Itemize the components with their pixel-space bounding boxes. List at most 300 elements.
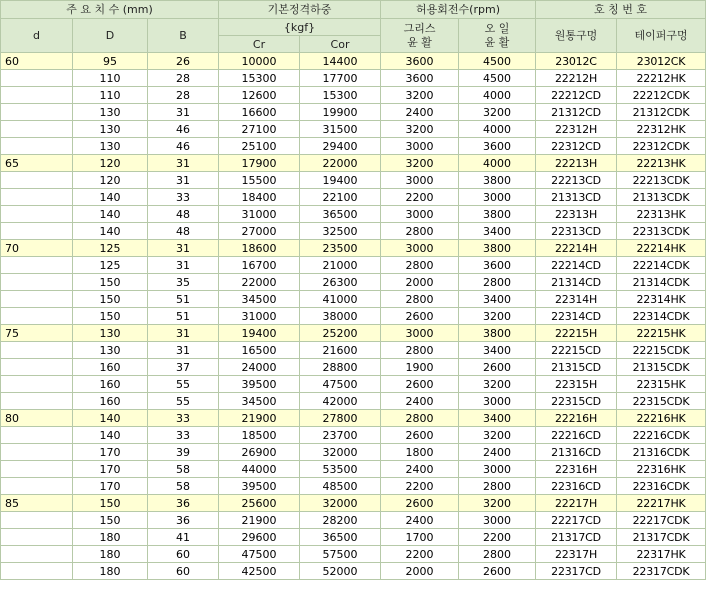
cell-taper: 22313CDK xyxy=(617,223,706,240)
cell-B: 31 xyxy=(148,342,219,359)
cell-B: 58 xyxy=(148,461,219,478)
table-row xyxy=(1,546,706,563)
cell-D: 150 xyxy=(73,512,148,529)
cell-taper: 22316HK xyxy=(617,461,706,478)
header-oil xyxy=(459,19,536,53)
table-row xyxy=(1,308,706,325)
cell-grease: 2000 xyxy=(381,563,459,580)
header-cr: Cr xyxy=(219,36,300,53)
cell-taper: 22217CDK xyxy=(617,512,706,529)
cell-cr: 27100 xyxy=(219,121,300,138)
table-row xyxy=(1,189,706,206)
cell-cor: 23700 xyxy=(300,427,381,444)
cell-D: 130 xyxy=(73,104,148,121)
cell-cor: 14400 xyxy=(300,53,381,70)
cell-oil: 3400 xyxy=(459,291,536,308)
cell-grease: 2400 xyxy=(381,393,459,410)
cell-cor: 19400 xyxy=(300,172,381,189)
cell-d xyxy=(1,223,73,240)
header-taper-bore: 테이퍼구멍 xyxy=(617,19,706,53)
cell-d xyxy=(1,172,73,189)
header-oil-line1: 오 일 xyxy=(484,21,510,35)
table-row xyxy=(1,393,706,410)
cell-D: 140 xyxy=(73,189,148,206)
cell-taper: 21312CDK xyxy=(617,104,706,121)
cell-oil: 3200 xyxy=(459,308,536,325)
table-row xyxy=(1,172,706,189)
cell-cyl: 22312H xyxy=(536,121,617,138)
cell-oil: 3600 xyxy=(459,138,536,155)
cell-grease: 1800 xyxy=(381,444,459,461)
cell-cor: 27800 xyxy=(300,410,381,427)
cell-D: 120 xyxy=(73,155,148,172)
cell-cor: 17700 xyxy=(300,70,381,87)
cell-oil: 2600 xyxy=(459,359,536,376)
cell-taper: 22313HK xyxy=(617,206,706,223)
cell-B: 48 xyxy=(148,206,219,223)
cell-cyl: 22216H xyxy=(536,410,617,427)
cell-taper: 21317CDK xyxy=(617,529,706,546)
cell-grease: 2800 xyxy=(381,410,459,427)
cell-B: 55 xyxy=(148,393,219,410)
header-d: d xyxy=(1,19,73,53)
cell-taper: 22213HK xyxy=(617,155,706,172)
cell-D: 95 xyxy=(73,53,148,70)
cell-cr: 16600 xyxy=(219,104,300,121)
cell-cyl: 22214H xyxy=(536,240,617,257)
cell-cr: 26900 xyxy=(219,444,300,461)
cell-cyl: 21312CD xyxy=(536,104,617,121)
cell-taper: 22312CDK xyxy=(617,138,706,155)
cell-cyl: 22317CD xyxy=(536,563,617,580)
cell-D: 180 xyxy=(73,529,148,546)
cell-cr: 31000 xyxy=(219,206,300,223)
cell-D: 160 xyxy=(73,393,148,410)
cell-cyl: 22312CD xyxy=(536,138,617,155)
header-speed: 허용회전수(rpm) xyxy=(381,1,536,19)
header-grease xyxy=(381,19,459,53)
cell-D: 130 xyxy=(73,342,148,359)
cell-grease: 2600 xyxy=(381,495,459,512)
cell-oil: 2800 xyxy=(459,546,536,563)
cell-grease: 3000 xyxy=(381,138,459,155)
cell-grease: 2600 xyxy=(381,427,459,444)
cell-grease: 2000 xyxy=(381,274,459,291)
cell-cyl: 21314CD xyxy=(536,274,617,291)
table-row xyxy=(1,155,706,172)
cell-D: 160 xyxy=(73,359,148,376)
table-row xyxy=(1,87,706,104)
cell-B: 28 xyxy=(148,87,219,104)
cell-B: 60 xyxy=(148,563,219,580)
header-cyl-bore: 원통구멍 xyxy=(536,19,617,53)
cell-B: 36 xyxy=(148,512,219,529)
cell-grease: 2200 xyxy=(381,478,459,495)
cell-cr: 18500 xyxy=(219,427,300,444)
cell-B: 31 xyxy=(148,240,219,257)
cell-cr: 34500 xyxy=(219,393,300,410)
cell-taper: 22212HK xyxy=(617,70,706,87)
cell-d xyxy=(1,87,73,104)
cell-B: 48 xyxy=(148,223,219,240)
cell-cr: 44000 xyxy=(219,461,300,478)
cell-cor: 29400 xyxy=(300,138,381,155)
cell-d xyxy=(1,478,73,495)
cell-taper: 22314HK xyxy=(617,291,706,308)
cell-D: 170 xyxy=(73,444,148,461)
cell-cr: 12600 xyxy=(219,87,300,104)
cell-B: 46 xyxy=(148,138,219,155)
cell-cyl: 22212CD xyxy=(536,87,617,104)
cell-oil: 3000 xyxy=(459,461,536,478)
cell-grease: 2600 xyxy=(381,308,459,325)
cell-D: 130 xyxy=(73,121,148,138)
table-row xyxy=(1,512,706,529)
cell-oil: 2800 xyxy=(459,478,536,495)
cell-d xyxy=(1,359,73,376)
cell-B: 55 xyxy=(148,376,219,393)
cell-taper: 23012CK xyxy=(617,53,706,70)
cell-oil: 3200 xyxy=(459,427,536,444)
cell-D: 120 xyxy=(73,172,148,189)
table-row xyxy=(1,444,706,461)
cell-grease: 2800 xyxy=(381,291,459,308)
cell-D: 110 xyxy=(73,70,148,87)
table-row xyxy=(1,495,706,512)
cell-cor: 31500 xyxy=(300,121,381,138)
cell-grease: 3600 xyxy=(381,53,459,70)
cell-cr: 18600 xyxy=(219,240,300,257)
table-body xyxy=(1,53,706,580)
header-oil-line2: 윤 활 xyxy=(484,35,510,49)
cell-cyl: 22217CD xyxy=(536,512,617,529)
cell-cr: 19400 xyxy=(219,325,300,342)
cell-d xyxy=(1,376,73,393)
cell-D: 180 xyxy=(73,563,148,580)
cell-oil: 3600 xyxy=(459,257,536,274)
cell-d xyxy=(1,444,73,461)
cell-cyl: 22217H xyxy=(536,495,617,512)
cell-grease: 2200 xyxy=(381,546,459,563)
table-row xyxy=(1,53,706,70)
cell-grease: 2800 xyxy=(381,223,459,240)
cell-B: 35 xyxy=(148,274,219,291)
cell-cyl: 22216CD xyxy=(536,427,617,444)
cell-oil: 3800 xyxy=(459,206,536,223)
cell-D: 125 xyxy=(73,257,148,274)
cell-taper: 22212CDK xyxy=(617,87,706,104)
cell-B: 31 xyxy=(148,172,219,189)
cell-cr: 25100 xyxy=(219,138,300,155)
cell-B: 46 xyxy=(148,121,219,138)
table-row xyxy=(1,274,706,291)
cell-D: 150 xyxy=(73,495,148,512)
cell-oil: 4000 xyxy=(459,87,536,104)
cell-cr: 34500 xyxy=(219,291,300,308)
cell-d: 80 xyxy=(1,410,73,427)
cell-oil: 3800 xyxy=(459,325,536,342)
cell-cor: 41000 xyxy=(300,291,381,308)
cell-taper: 21314CDK xyxy=(617,274,706,291)
cell-taper: 21315CDK xyxy=(617,359,706,376)
cell-oil: 3400 xyxy=(459,410,536,427)
cell-B: 36 xyxy=(148,495,219,512)
cell-cyl: 21317CD xyxy=(536,529,617,546)
cell-cr: 42500 xyxy=(219,563,300,580)
cell-d: 75 xyxy=(1,325,73,342)
cell-cor: 47500 xyxy=(300,376,381,393)
cell-grease: 1700 xyxy=(381,529,459,546)
cell-oil: 3400 xyxy=(459,223,536,240)
cell-cr: 39500 xyxy=(219,478,300,495)
cell-taper: 22317CDK xyxy=(617,563,706,580)
cell-cyl: 22316H xyxy=(536,461,617,478)
cell-taper: 22316CDK xyxy=(617,478,706,495)
cell-d xyxy=(1,546,73,563)
cell-B: 28 xyxy=(148,70,219,87)
table-row xyxy=(1,478,706,495)
cell-cyl: 22317H xyxy=(536,546,617,563)
cell-B: 60 xyxy=(148,546,219,563)
cell-cr: 21900 xyxy=(219,512,300,529)
cell-taper: 22317HK xyxy=(617,546,706,563)
cell-cr: 25600 xyxy=(219,495,300,512)
cell-d xyxy=(1,257,73,274)
cell-oil: 4500 xyxy=(459,70,536,87)
cell-cr: 24000 xyxy=(219,359,300,376)
cell-d xyxy=(1,291,73,308)
cell-B: 37 xyxy=(148,359,219,376)
header-D: D xyxy=(73,19,148,53)
header-load-rating: 기본정격하중 xyxy=(219,1,381,19)
cell-d xyxy=(1,189,73,206)
table-row xyxy=(1,240,706,257)
cell-taper: 22315CDK xyxy=(617,393,706,410)
cell-d xyxy=(1,461,73,478)
cell-D: 150 xyxy=(73,291,148,308)
cell-D: 170 xyxy=(73,461,148,478)
cell-cor: 28800 xyxy=(300,359,381,376)
cell-grease: 3000 xyxy=(381,325,459,342)
table-row xyxy=(1,342,706,359)
cell-d xyxy=(1,206,73,223)
cell-cr: 17900 xyxy=(219,155,300,172)
cell-grease: 2200 xyxy=(381,189,459,206)
cell-d xyxy=(1,563,73,580)
cell-grease: 2600 xyxy=(381,376,459,393)
cell-cyl: 21316CD xyxy=(536,444,617,461)
cell-cor: 38000 xyxy=(300,308,381,325)
cell-cor: 28200 xyxy=(300,512,381,529)
cell-cyl: 22212H xyxy=(536,70,617,87)
cell-B: 31 xyxy=(148,257,219,274)
cell-cyl: 21313CD xyxy=(536,189,617,206)
table-row xyxy=(1,223,706,240)
cell-oil: 3000 xyxy=(459,512,536,529)
cell-oil: 3400 xyxy=(459,342,536,359)
cell-D: 140 xyxy=(73,223,148,240)
table-row xyxy=(1,427,706,444)
cell-cyl: 22215H xyxy=(536,325,617,342)
cell-B: 31 xyxy=(148,104,219,121)
cell-taper: 21313CDK xyxy=(617,189,706,206)
cell-cyl: 22213H xyxy=(536,155,617,172)
header-grease-line2: 윤 활 xyxy=(407,35,432,49)
table-row xyxy=(1,121,706,138)
cell-cor: 52000 xyxy=(300,563,381,580)
cell-oil: 2600 xyxy=(459,563,536,580)
cell-taper: 22315HK xyxy=(617,376,706,393)
cell-cr: 10000 xyxy=(219,53,300,70)
cell-grease: 3600 xyxy=(381,70,459,87)
header-cor: Cor xyxy=(300,36,381,53)
cell-cr: 47500 xyxy=(219,546,300,563)
cell-cyl: 22313H xyxy=(536,206,617,223)
cell-grease: 1900 xyxy=(381,359,459,376)
cell-d xyxy=(1,529,73,546)
cell-grease: 3000 xyxy=(381,172,459,189)
cell-cyl: 22315H xyxy=(536,376,617,393)
cell-taper: 22214CDK xyxy=(617,257,706,274)
cell-oil: 4000 xyxy=(459,155,536,172)
cell-d xyxy=(1,138,73,155)
cell-oil: 2200 xyxy=(459,529,536,546)
cell-cor: 53500 xyxy=(300,461,381,478)
cell-d xyxy=(1,104,73,121)
cell-cor: 48500 xyxy=(300,478,381,495)
cell-oil: 3200 xyxy=(459,495,536,512)
cell-D: 130 xyxy=(73,325,148,342)
cell-oil: 3000 xyxy=(459,189,536,206)
cell-B: 26 xyxy=(148,53,219,70)
cell-d xyxy=(1,512,73,529)
table-row xyxy=(1,291,706,308)
cell-cyl: 22213CD xyxy=(536,172,617,189)
cell-cor: 42000 xyxy=(300,393,381,410)
cell-B: 31 xyxy=(148,155,219,172)
cell-taper: 21316CDK xyxy=(617,444,706,461)
cell-cor: 36500 xyxy=(300,206,381,223)
cell-cyl: 22314H xyxy=(536,291,617,308)
cell-d: 65 xyxy=(1,155,73,172)
cell-d: 60 xyxy=(1,53,73,70)
cell-cor: 22000 xyxy=(300,155,381,172)
table-row xyxy=(1,70,706,87)
cell-D: 140 xyxy=(73,206,148,223)
cell-taper: 22312HK xyxy=(617,121,706,138)
cell-grease: 2400 xyxy=(381,461,459,478)
cell-cyl: 23012C xyxy=(536,53,617,70)
cell-taper: 22217HK xyxy=(617,495,706,512)
cell-cr: 16500 xyxy=(219,342,300,359)
cell-cyl: 22313CD xyxy=(536,223,617,240)
cell-D: 110 xyxy=(73,87,148,104)
cell-oil: 2800 xyxy=(459,274,536,291)
cell-d xyxy=(1,393,73,410)
cell-taper: 22216HK xyxy=(617,410,706,427)
cell-B: 58 xyxy=(148,478,219,495)
cell-grease: 3000 xyxy=(381,240,459,257)
table-row xyxy=(1,206,706,223)
cell-cor: 23500 xyxy=(300,240,381,257)
cell-cr: 15300 xyxy=(219,70,300,87)
cell-cyl: 22315CD xyxy=(536,393,617,410)
header-dimensions: 주 요 치 수 (mm) xyxy=(1,1,219,19)
cell-cor: 26300 xyxy=(300,274,381,291)
cell-cor: 25200 xyxy=(300,325,381,342)
cell-d: 85 xyxy=(1,495,73,512)
cell-D: 130 xyxy=(73,138,148,155)
cell-taper: 22314CDK xyxy=(617,308,706,325)
cell-d: 70 xyxy=(1,240,73,257)
cell-B: 51 xyxy=(148,308,219,325)
cell-cyl: 22316CD xyxy=(536,478,617,495)
cell-taper: 22214HK xyxy=(617,240,706,257)
cell-oil: 3800 xyxy=(459,240,536,257)
cell-cr: 27000 xyxy=(219,223,300,240)
table-row xyxy=(1,325,706,342)
cell-B: 31 xyxy=(148,325,219,342)
cell-grease: 3000 xyxy=(381,206,459,223)
cell-cr: 21900 xyxy=(219,410,300,427)
cell-D: 125 xyxy=(73,240,148,257)
cell-B: 41 xyxy=(148,529,219,546)
cell-B: 51 xyxy=(148,291,219,308)
cell-grease: 2400 xyxy=(381,512,459,529)
table-row xyxy=(1,529,706,546)
cell-cor: 21000 xyxy=(300,257,381,274)
cell-D: 150 xyxy=(73,274,148,291)
cell-B: 33 xyxy=(148,189,219,206)
cell-oil: 4500 xyxy=(459,53,536,70)
cell-grease: 3200 xyxy=(381,87,459,104)
cell-cor: 22100 xyxy=(300,189,381,206)
cell-grease: 2400 xyxy=(381,104,459,121)
cell-D: 140 xyxy=(73,410,148,427)
cell-oil: 3000 xyxy=(459,393,536,410)
cell-cor: 19900 xyxy=(300,104,381,121)
cell-taper: 22215CDK xyxy=(617,342,706,359)
cell-oil: 3800 xyxy=(459,172,536,189)
cell-cr: 15500 xyxy=(219,172,300,189)
cell-cr: 31000 xyxy=(219,308,300,325)
header-designation: 호 칭 번 호 xyxy=(536,1,706,19)
table-row xyxy=(1,104,706,121)
table-header xyxy=(1,1,706,53)
header-B: B xyxy=(148,19,219,53)
cell-d xyxy=(1,70,73,87)
cell-cor: 32500 xyxy=(300,223,381,240)
cell-d xyxy=(1,274,73,291)
cell-cyl: 22215CD xyxy=(536,342,617,359)
table-row xyxy=(1,461,706,478)
cell-oil: 3200 xyxy=(459,104,536,121)
cell-cor: 32000 xyxy=(300,444,381,461)
cell-cr: 22000 xyxy=(219,274,300,291)
table-row xyxy=(1,376,706,393)
cell-d xyxy=(1,427,73,444)
cell-B: 33 xyxy=(148,427,219,444)
cell-oil: 2400 xyxy=(459,444,536,461)
cell-grease: 3200 xyxy=(381,155,459,172)
cell-D: 170 xyxy=(73,478,148,495)
cell-B: 39 xyxy=(148,444,219,461)
header-grease-line1: 그리스 xyxy=(403,21,436,35)
table-row xyxy=(1,138,706,155)
cell-cor: 32000 xyxy=(300,495,381,512)
cell-cyl: 21315CD xyxy=(536,359,617,376)
table-row xyxy=(1,257,706,274)
